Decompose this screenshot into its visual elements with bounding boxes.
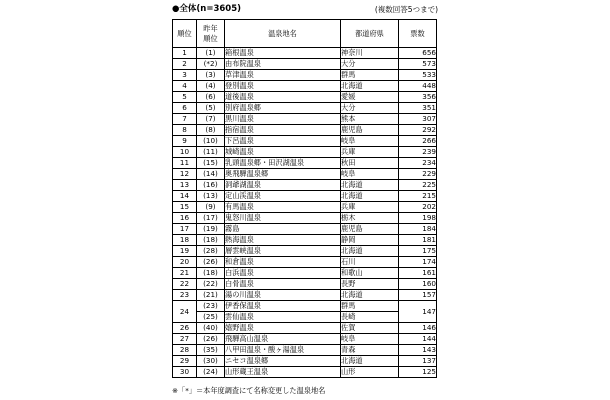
onsen-name-cell: 有馬温泉 <box>225 202 341 213</box>
rank-cell: 20 <box>173 257 197 268</box>
votes-cell: 181 <box>399 235 437 246</box>
rank-cell: 22 <box>173 279 197 290</box>
prev-rank-cell: (21) <box>197 290 225 301</box>
column-header-votes: 票数 <box>399 20 437 48</box>
prev-rank-cell: (3) <box>197 70 225 81</box>
table-row <box>173 48 437 59</box>
prev-rank-cell: (11) <box>197 147 225 158</box>
prev-rank-cell: (26) <box>197 257 225 268</box>
column-header-prev-rank: 昨年 順位 <box>197 20 225 48</box>
prefecture-cell: 神奈川 <box>341 48 399 59</box>
prev-rank-cell: (18) <box>197 235 225 246</box>
votes-cell: 351 <box>399 103 437 114</box>
onsen-name-cell: 黒川温泉 <box>225 114 341 125</box>
prev-rank-cell: (1) <box>197 48 225 59</box>
prev-rank-cell: (4) <box>197 81 225 92</box>
footnote: ※「*」＝本年度調査にて名称変更した温泉地名 <box>172 386 326 395</box>
prefecture-cell: 北海道 <box>341 191 399 202</box>
prefecture-cell: 北海道 <box>341 246 399 257</box>
rank-cell: 17 <box>173 224 197 235</box>
onsen-name-cell: 層雲峡温泉 <box>225 246 341 257</box>
prefecture-cell: 静岡 <box>341 235 399 246</box>
prev-rank-cell: (23) <box>197 301 225 312</box>
prev-rank-cell: (5) <box>197 103 225 114</box>
table-row <box>173 312 437 323</box>
table-header-row <box>173 20 437 48</box>
rank-cell: 4 <box>173 81 197 92</box>
table-row <box>173 81 437 92</box>
prefecture-cell: 熊本 <box>341 114 399 125</box>
prefecture-cell: 岐阜 <box>341 334 399 345</box>
votes-cell: 137 <box>399 356 437 367</box>
onsen-name-cell: 飛騨高山温泉 <box>225 334 341 345</box>
rank-cell: 13 <box>173 180 197 191</box>
rank-cell: 10 <box>173 147 197 158</box>
table-row <box>173 235 437 246</box>
votes-cell: 234 <box>399 158 437 169</box>
column-header-prefecture: 都道府県 <box>341 20 399 48</box>
table-row <box>173 367 437 378</box>
ranking-table <box>172 19 437 378</box>
page-title: ●全体(n=3605) <box>172 4 242 14</box>
table-row <box>173 169 437 180</box>
rank-cell: 15 <box>173 202 197 213</box>
rank-cell: 2 <box>173 59 197 70</box>
table-row <box>173 246 437 257</box>
table-row <box>173 356 437 367</box>
prev-rank-cell: (6) <box>197 92 225 103</box>
answer-note: (複数回答5つまで) <box>374 5 438 14</box>
prefecture-cell: 岐阜 <box>341 136 399 147</box>
table-row <box>173 257 437 268</box>
prefecture-cell: 大分 <box>341 59 399 70</box>
prev-rank-cell: (10) <box>197 136 225 147</box>
prev-rank-cell: (9) <box>197 202 225 213</box>
rank-cell: 8 <box>173 125 197 136</box>
rank-cell: 6 <box>173 103 197 114</box>
table-row <box>173 125 437 136</box>
prev-rank-cell: (7) <box>197 114 225 125</box>
votes-cell: 239 <box>399 147 437 158</box>
prev-rank-cell: (*2) <box>197 59 225 70</box>
prefecture-cell: 北海道 <box>341 290 399 301</box>
votes-cell: 356 <box>399 92 437 103</box>
onsen-name-cell: 熱海温泉 <box>225 235 341 246</box>
onsen-name-cell: 別府温泉郷 <box>225 103 341 114</box>
onsen-name-cell: 箱根温泉 <box>225 48 341 59</box>
column-header-rank: 順位 <box>173 20 197 48</box>
votes-cell: 161 <box>399 268 437 279</box>
table-row <box>173 345 437 356</box>
votes-cell: 656 <box>399 48 437 59</box>
votes-cell: 146 <box>399 323 437 334</box>
onsen-name-cell: 八甲田温泉・酸ヶ湯温泉 <box>225 345 341 356</box>
prev-rank-cell: (17) <box>197 213 225 224</box>
table-row <box>173 301 437 312</box>
votes-cell: 533 <box>399 70 437 81</box>
prev-rank-cell: (15) <box>197 158 225 169</box>
votes-cell: 225 <box>399 180 437 191</box>
votes-cell: 157 <box>399 290 437 301</box>
votes-cell: 573 <box>399 59 437 70</box>
table-row <box>173 158 437 169</box>
onsen-name-cell: 登別温泉 <box>225 81 341 92</box>
rank-cell: 23 <box>173 290 197 301</box>
prefecture-cell: 鹿児島 <box>341 224 399 235</box>
onsen-name-cell: 白骨温泉 <box>225 279 341 290</box>
prefecture-cell: 岐阜 <box>341 169 399 180</box>
table-row <box>173 92 437 103</box>
onsen-name-cell: 雲仙温泉 <box>225 312 341 323</box>
prefecture-cell: 兵庫 <box>341 202 399 213</box>
table-row <box>173 323 437 334</box>
votes-cell: 147 <box>399 301 437 323</box>
onsen-name-cell: 鬼怒川温泉 <box>225 213 341 224</box>
table-row <box>173 224 437 235</box>
rank-cell: 16 <box>173 213 197 224</box>
rank-cell: 11 <box>173 158 197 169</box>
table-row <box>173 103 437 114</box>
votes-cell: 215 <box>399 191 437 202</box>
prev-rank-cell: (28) <box>197 246 225 257</box>
votes-cell: 198 <box>399 213 437 224</box>
table-row <box>173 114 437 125</box>
prefecture-cell: 和歌山 <box>341 268 399 279</box>
prefecture-cell: 大分 <box>341 103 399 114</box>
rank-cell: 27 <box>173 334 197 345</box>
prev-rank-cell: (18) <box>197 268 225 279</box>
onsen-name-cell: 乳頭温泉郷・田沢湖温泉 <box>225 158 341 169</box>
votes-cell: 229 <box>399 169 437 180</box>
rank-cell: 14 <box>173 191 197 202</box>
rank-cell: 18 <box>173 235 197 246</box>
rank-cell: 5 <box>173 92 197 103</box>
votes-cell: 144 <box>399 334 437 345</box>
prefecture-cell: 山形 <box>341 367 399 378</box>
table-row <box>173 70 437 81</box>
onsen-name-cell: 奥飛騨温泉郷 <box>225 169 341 180</box>
prefecture-cell: 石川 <box>341 257 399 268</box>
onsen-name-cell: 山形蔵王温泉 <box>225 367 341 378</box>
rank-cell: 12 <box>173 169 197 180</box>
onsen-name-cell: ニセコ温泉郷 <box>225 356 341 367</box>
prefecture-cell: 鹿児島 <box>341 125 399 136</box>
onsen-name-cell: 霧島 <box>225 224 341 235</box>
prefecture-cell: 兵庫 <box>341 147 399 158</box>
prefecture-cell: 北海道 <box>341 356 399 367</box>
rank-cell: 9 <box>173 136 197 147</box>
prefecture-cell: 群馬 <box>341 301 399 312</box>
votes-cell: 448 <box>399 81 437 92</box>
rank-cell: 3 <box>173 70 197 81</box>
prev-rank-cell: (13) <box>197 191 225 202</box>
votes-cell: 184 <box>399 224 437 235</box>
prev-rank-cell: (19) <box>197 224 225 235</box>
table-row <box>173 334 437 345</box>
onsen-name-cell: 伊香保温泉 <box>225 301 341 312</box>
prefecture-cell: 秋田 <box>341 158 399 169</box>
prefecture-cell: 佐賀 <box>341 323 399 334</box>
prefecture-cell: 北海道 <box>341 81 399 92</box>
table-row <box>173 136 437 147</box>
votes-cell: 292 <box>399 125 437 136</box>
prefecture-cell: 青森 <box>341 345 399 356</box>
table-row <box>173 268 437 279</box>
onsen-name-cell: 嬉野温泉 <box>225 323 341 334</box>
votes-cell: 174 <box>399 257 437 268</box>
onsen-name-cell: 城崎温泉 <box>225 147 341 158</box>
rank-cell: 7 <box>173 114 197 125</box>
table-row <box>173 59 437 70</box>
prefecture-cell: 群馬 <box>341 70 399 81</box>
table-row <box>173 180 437 191</box>
onsen-name-cell: 下呂温泉 <box>225 136 341 147</box>
onsen-name-cell: 白浜温泉 <box>225 268 341 279</box>
onsen-name-cell: 洞爺湖温泉 <box>225 180 341 191</box>
onsen-name-cell: 道後温泉 <box>225 92 341 103</box>
prev-rank-cell: (8) <box>197 125 225 136</box>
votes-cell: 307 <box>399 114 437 125</box>
table-row <box>173 202 437 213</box>
header <box>172 3 438 16</box>
votes-cell: 143 <box>399 345 437 356</box>
prev-rank-cell: (24) <box>197 367 225 378</box>
rank-cell: 26 <box>173 323 197 334</box>
rank-cell: 19 <box>173 246 197 257</box>
onsen-name-cell: 和倉温泉 <box>225 257 341 268</box>
votes-cell: 175 <box>399 246 437 257</box>
onsen-name-cell: 湯の川温泉 <box>225 290 341 301</box>
prev-rank-cell: (16) <box>197 180 225 191</box>
prev-rank-cell: (14) <box>197 169 225 180</box>
column-header-onsen-name: 温泉地名 <box>225 20 341 48</box>
rank-cell: 29 <box>173 356 197 367</box>
prefecture-cell: 長崎 <box>341 312 399 323</box>
rank-cell: 30 <box>173 367 197 378</box>
votes-cell: 125 <box>399 367 437 378</box>
prefecture-cell: 栃木 <box>341 213 399 224</box>
rank-cell: 28 <box>173 345 197 356</box>
votes-cell: 266 <box>399 136 437 147</box>
prev-rank-cell: (40) <box>197 323 225 334</box>
table-row <box>173 213 437 224</box>
prev-rank-cell: (35) <box>197 345 225 356</box>
onsen-name-cell: 草津温泉 <box>225 70 341 81</box>
table-row <box>173 147 437 158</box>
onsen-name-cell: 定山渓温泉 <box>225 191 341 202</box>
onsen-name-cell: 由布院温泉 <box>225 59 341 70</box>
prev-rank-cell: (22) <box>197 279 225 290</box>
votes-cell: 202 <box>399 202 437 213</box>
votes-cell: 160 <box>399 279 437 290</box>
prefecture-cell: 北海道 <box>341 180 399 191</box>
prefecture-cell: 長野 <box>341 279 399 290</box>
rank-cell: 24 <box>173 301 197 323</box>
prefecture-cell: 愛媛 <box>341 92 399 103</box>
prev-rank-cell: (26) <box>197 334 225 345</box>
table-row <box>173 279 437 290</box>
rank-cell: 1 <box>173 48 197 59</box>
table-row <box>173 290 437 301</box>
rank-cell: 21 <box>173 268 197 279</box>
prev-rank-cell: (25) <box>197 312 225 323</box>
onsen-name-cell: 指宿温泉 <box>225 125 341 136</box>
table-row <box>173 191 437 202</box>
prev-rank-cell: (30) <box>197 356 225 367</box>
